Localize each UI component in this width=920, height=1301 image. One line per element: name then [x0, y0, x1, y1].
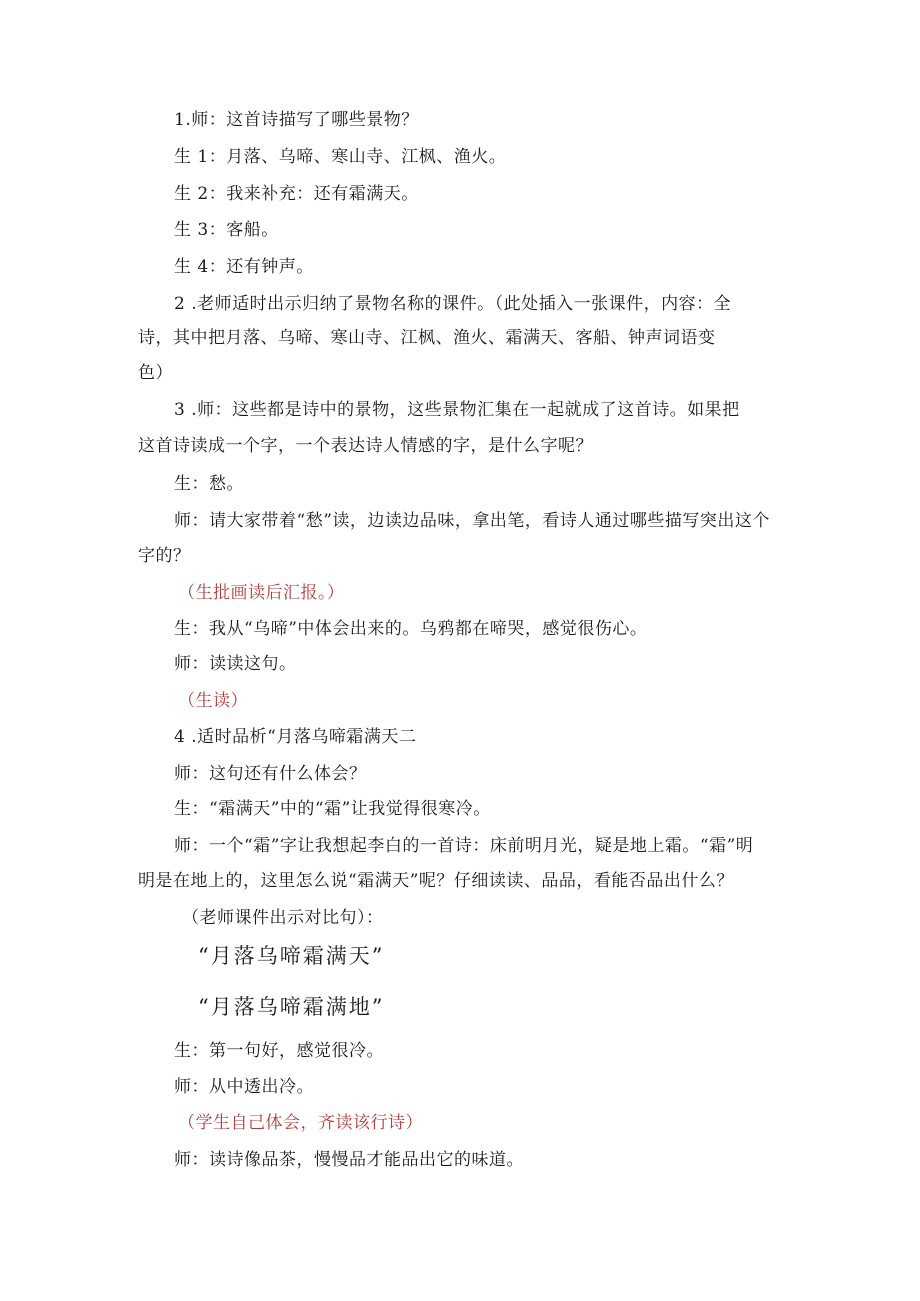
paragraph-line: 字的？: [138, 546, 191, 566]
paragraph-line: 2 .老师适时出示归纳了景物名称的课件。（此处插入一张课件，内容：全: [174, 294, 732, 314]
poem-line-1: “月落乌啼霜满天”: [198, 944, 385, 968]
poem-line-2: “月落乌啼霜满地”: [198, 995, 385, 1019]
paragraph-line: 3 .师：这些都是诗中的景物，这些景物汇集在一起就成了这首诗。如果把: [174, 400, 740, 420]
paragraph-line: 师：请大家带着“愁”读，边读边品味，拿出笔，看诗人通过哪些描写突出这个: [174, 511, 770, 531]
paragraph-line: 生：“霜满天”中的“霜”让我觉得很寒冷。: [174, 799, 491, 819]
paragraph-line: 生：愁。: [174, 474, 244, 494]
paragraph-line: 1.师：这首诗描写了哪些景物？: [174, 110, 419, 130]
paragraph-line: 生 2：我来补充：还有霜满天。: [174, 184, 419, 204]
paragraph-line: 生 1：月落、乌啼、寒山寺、江枫、渔火。: [174, 147, 507, 167]
paragraph-line: 师：一个“霜”字让我想起李白的一首诗：床前明月光，疑是地上霜。“霜”明: [174, 836, 754, 856]
paragraph-line: 这首诗读成一个字，一个表达诗人情感的字，是什么字呢？: [138, 436, 593, 456]
paragraph-line: 色）: [138, 363, 173, 383]
paragraph-line: （老师课件出示对比句）：: [182, 908, 384, 928]
paragraph-line: 生：第一句好，感觉很冷。: [174, 1041, 384, 1061]
paragraph-line: 明是在地上的，这里怎么说“霜满天”呢？仔细读读、品品，看能否品出什么？: [138, 871, 734, 891]
paragraph-line: 生 3：客船。: [174, 220, 279, 240]
paragraph-line: 生：我从“乌啼”中体会出来的。乌鸦都在啼哭，感觉很伤心。: [174, 619, 648, 639]
paragraph-line: 师：读读这句。: [174, 654, 297, 674]
paragraph-line: 师：从中透出冷。: [174, 1077, 314, 1097]
paragraph-line: 诗，其中把月落、乌啼、寒山寺、江枫、渔火、霜满天、客船、钟声词语变: [138, 328, 716, 348]
paragraph-line: 生 4：还有钟声。: [174, 257, 314, 277]
paragraph-line: 师：读诗像品茶，慢慢品才能品出它的味道。: [174, 1150, 524, 1170]
stage-note: （生批画读后汇报。）: [178, 583, 345, 603]
paragraph-line: 师：这句还有什么体会？: [174, 764, 367, 784]
stage-note: （学生自己体会，齐读该行诗）: [178, 1113, 423, 1133]
paragraph-line: 4 .适时品析“月落乌啼霜满天二: [174, 727, 417, 747]
stage-note: （生读）: [178, 691, 248, 711]
